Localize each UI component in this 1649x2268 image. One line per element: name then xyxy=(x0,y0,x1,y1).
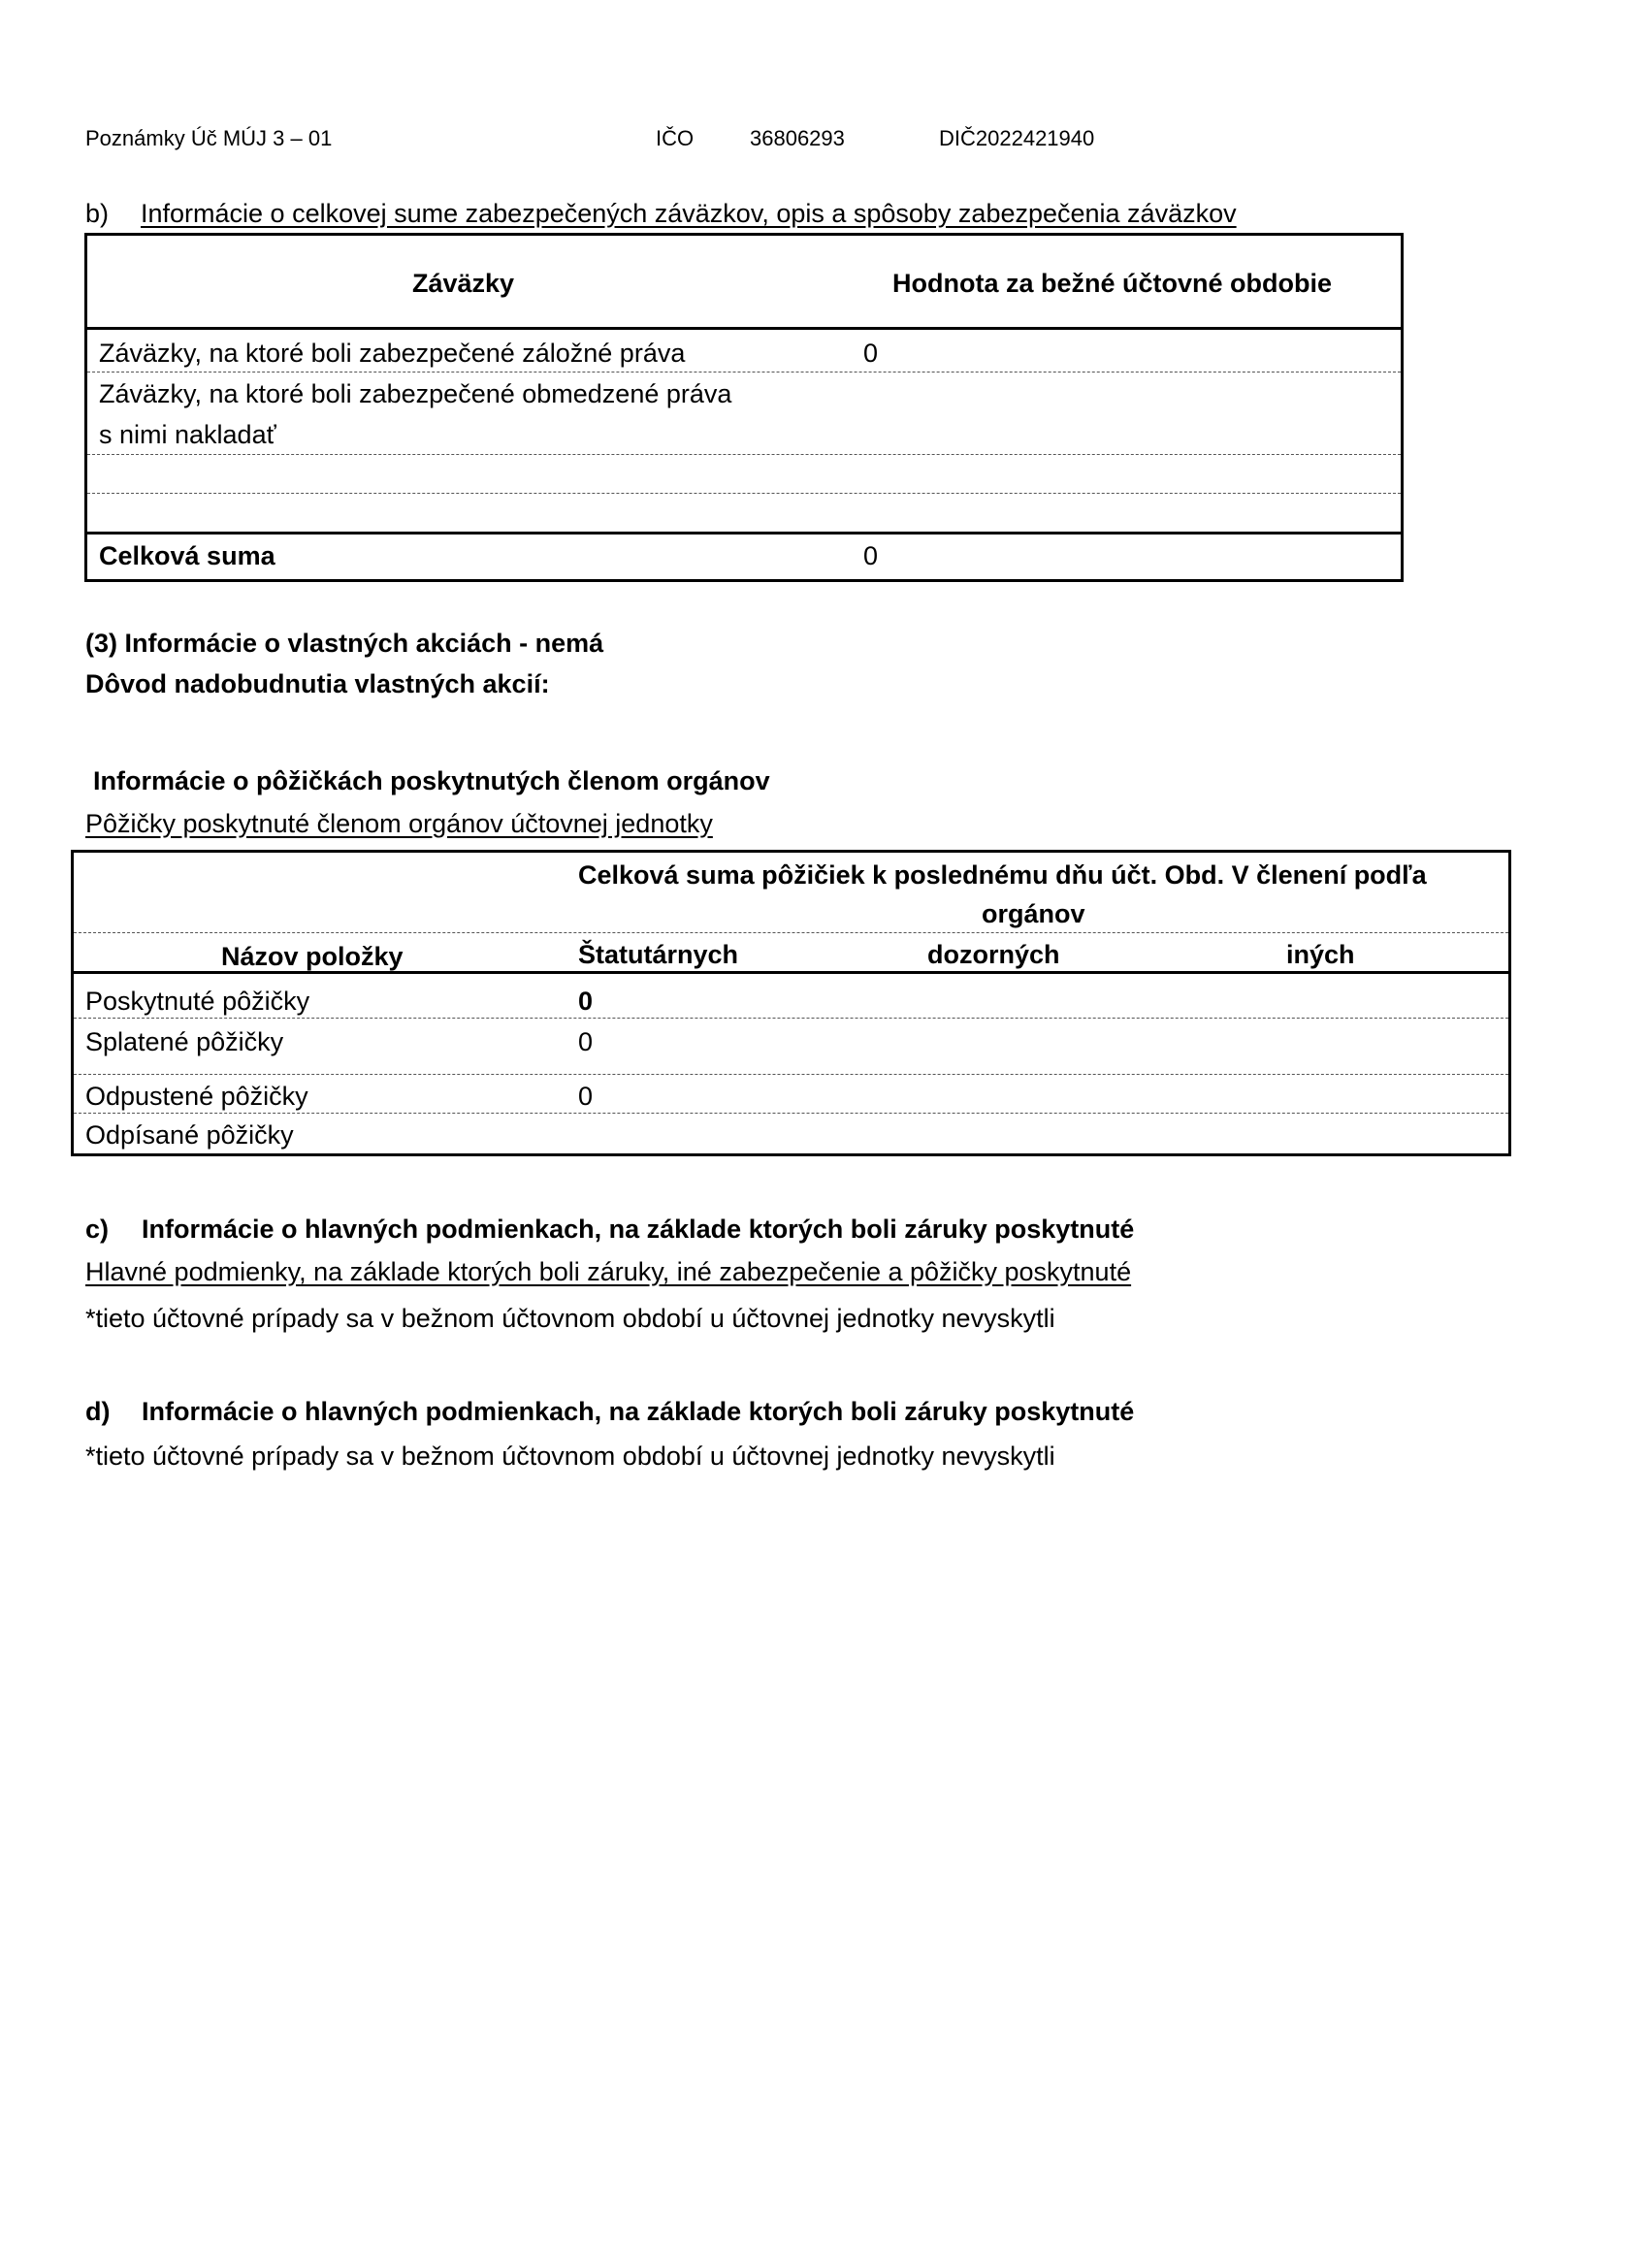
loans-title: Informácie o pôžičkách poskytnutých členom orgánov xyxy=(93,766,770,795)
ico-label: IČO xyxy=(656,126,695,150)
section-b-prefix: b) xyxy=(85,199,110,228)
row-divider xyxy=(74,1113,1508,1114)
row-divider xyxy=(87,372,1401,373)
row-statutory: 0 xyxy=(578,987,594,1016)
row-divider xyxy=(74,1074,1508,1075)
group-header-line1: Celková suma pôžičiek k poslednému dňu účt. Obd. V členení podľa xyxy=(578,860,1427,890)
loans-subtitle: Pôžičky poskytnuté členom orgánov účtovnej jednotky xyxy=(85,809,713,838)
row-divider xyxy=(87,454,1401,455)
row-value: 0 xyxy=(863,339,879,368)
row-label-line1: Záväzky, na ktoré boli zabezpečené obmedzené práva xyxy=(99,379,732,408)
row-statutory: 0 xyxy=(578,1027,594,1056)
ico-value: 36806293 xyxy=(750,126,845,150)
row-divider xyxy=(87,493,1401,494)
header-mid-divider xyxy=(74,932,1508,933)
section-c-subtitle: Hlavné podmienky, na základe ktorých boli záruky, iné zabezpečenie a pôžičky poskytnuté xyxy=(85,1257,1132,1286)
total-label: Celková suma xyxy=(99,541,275,570)
section-d-note: *tieto účtovné prípady sa v bežnom účtovnom období u účtovnej jednotky nevyskytli xyxy=(85,1442,1055,1471)
header-divider xyxy=(87,327,1401,330)
col-header-supervisory: dozorných xyxy=(927,940,1060,969)
col-header-value: Hodnota za bežné účtovné obdobie xyxy=(892,269,1333,298)
row-label: Odpustené pôžičky xyxy=(85,1082,308,1111)
col-header-liabilities: Záväzky xyxy=(412,269,515,298)
own-shares-reason-label: Dôvod nadobudnutia vlastných akcií: xyxy=(85,669,550,698)
dic-value: DIČ2022421940 xyxy=(939,126,1095,150)
col-header-statutory: Štatutárnych xyxy=(578,940,739,969)
col-header-item-name: Názov položky xyxy=(221,942,404,971)
section-b-title: Informácie o celkovej sume zabezpečených záväzkov, opis a spôsoby zabezpečenia záväzkov xyxy=(141,199,1237,228)
row-divider xyxy=(74,1018,1508,1019)
section-c-note: *tieto účtovné prípady sa v bežnom účtovnom období u účtovnej jednotky nevyskytli xyxy=(85,1304,1055,1333)
section-d-prefix: d) xyxy=(85,1397,111,1426)
secured-liabilities-table xyxy=(84,233,1404,582)
row-label: Záväzky, na ktoré boli zabezpečené záložné práva xyxy=(99,339,686,368)
section-d-title: Informácie o hlavných podmienkach, na základe ktorých boli záruky poskytnuté xyxy=(142,1397,1135,1426)
document-label: Poznámky Úč MÚJ 3 – 01 xyxy=(85,126,333,150)
col-header-other: iných xyxy=(1286,940,1355,969)
total-divider xyxy=(87,532,1401,535)
row-label: Splatené pôžičky xyxy=(85,1027,284,1056)
header-divider xyxy=(74,971,1508,974)
section-3-title: (3) Informácie o vlastných akciách - nemá xyxy=(85,629,604,658)
total-value: 0 xyxy=(863,541,879,570)
row-label-line2: s nimi nakladať xyxy=(99,420,276,449)
row-label: Poskytnuté pôžičky xyxy=(85,987,310,1016)
group-header-line2: orgánov xyxy=(982,899,1085,928)
loans-table xyxy=(71,850,1511,1156)
section-c-title: Informácie o hlavných podmienkach, na základe ktorých boli záruky poskytnuté xyxy=(142,1215,1135,1244)
row-label: Odpísané pôžičky xyxy=(85,1120,294,1150)
section-c-prefix: c) xyxy=(85,1215,110,1244)
row-statutory: 0 xyxy=(578,1082,594,1111)
